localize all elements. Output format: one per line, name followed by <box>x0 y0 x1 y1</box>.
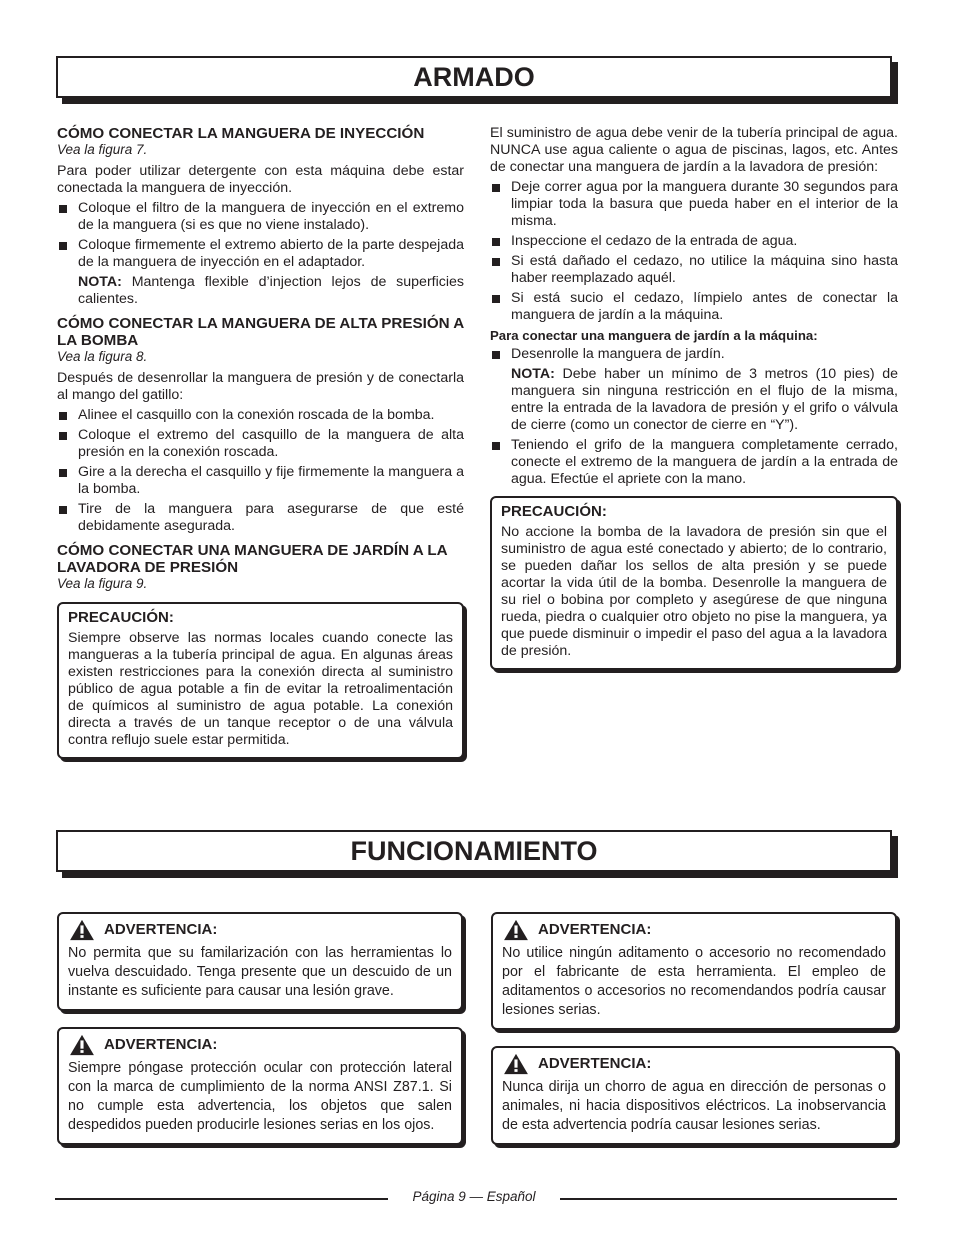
list-item: Teniendo el grifo de la manguera completamente cerrado, conecte el extremo de la manguera de jardín a la entrada de agua. Efectúe el apriete con la mano. <box>490 437 898 488</box>
injection-steps <box>57 200 464 271</box>
warning-text: Siempre póngase protección ocular con protección lateral con la marca de cumplimiento de la norma ANSI Z87.1. Si no cumple esta advertencia, los objetos que salen despedidos pueden producirle lesiones serias en los ojos. <box>68 1060 452 1133</box>
caution-box-left <box>57 602 464 759</box>
warning-triangle-icon <box>68 1034 96 1056</box>
armado-left-column <box>57 125 464 759</box>
warning-triangle-icon <box>502 919 530 941</box>
warning-box-3 <box>491 912 897 1030</box>
note-text: Debe haber un mínimo de 3 metros (10 pies) de manguera sin ninguna restricción en el flujo de la misma, entre la entrada de la lavadora de presión y el grifo o válvula de cierre (como un conector de cierre en “Y”). <box>511 366 898 433</box>
list-item: Coloque firmemente el extremo abierto de la parte despejada de la manguera de inyección en el adaptador. <box>57 237 464 271</box>
note-label: NOTA: <box>78 274 122 290</box>
warning-title: ADVERTENCIA: <box>104 1036 218 1053</box>
list-item: Coloque el extremo del casquillo de la manguera de alta presión en la conexión roscada. <box>57 427 464 461</box>
warning-text: Nunca dirija un chorro de agua en dirección de personas o animales, ni hacia dispositivos eléctricos. La inobservancia de esta advertencia podría causar lesiones serias. <box>502 1079 886 1133</box>
caution-box-right <box>490 496 898 670</box>
list-item: Coloque el filtro de la manguera de inyección en el extremo de la manguera (si es que no viene instalado). <box>57 200 464 234</box>
warning-triangle-icon <box>68 919 96 941</box>
note-label: NOTA: <box>511 366 555 382</box>
high-pressure-steps <box>57 407 464 535</box>
list-item: Si está dañado el cedazo, no utilice la máquina sino hasta haber reemplazado aquél. <box>490 253 898 287</box>
water-supply-intro: El suministro de agua debe venir de la tubería principal de agua. NUNCA use agua caliente o agua de piscinas, lagos, etc. Antes de conectar una manguera de jardín a la lavadora de presión: <box>490 125 898 175</box>
page-number: Página 9 — Español <box>388 1189 560 1204</box>
connect-steps-2 <box>490 437 898 488</box>
high-pressure-intro: Después de desenrollar la manguera de presión y de conectarla al mango del gatillo: <box>57 370 464 403</box>
list-item: Tire de la manguera para asegurarse de que esté debidamente asegurada. <box>57 501 464 535</box>
section-title-armado: ARMADO <box>413 62 535 92</box>
injection-intro: Para poder utilizar detergente con esta máquina debe estar conectada la manguera de inyección. <box>57 163 464 196</box>
garden-hose-heading: CÓMO CONECTAR UNA MANGUERA DE JARDÍN A LA LAVADORA DE PRESIÓN <box>57 542 448 576</box>
section-title-funcionamiento: FUNCIONAMIENTO <box>350 836 598 866</box>
water-supply-steps <box>490 179 898 324</box>
armado-banner <box>56 56 892 98</box>
list-item: Si está sucio el cedazo, límpielo antes de conectar la manguera de jardín a la máquina. <box>490 290 898 324</box>
list-item: Deje correr agua por la manguera durante 30 segundos para limpiar toda la basura que pueda haber en el interior de la misma. <box>490 179 898 230</box>
caution-title: PRECAUCIÓN: <box>68 609 174 626</box>
armado-right-column <box>490 125 898 670</box>
injection-note <box>57 274 464 308</box>
note-text: Mantenga flexible d’injection lejos de superficies calientes. <box>78 274 464 307</box>
footer-rule-right <box>560 1198 897 1200</box>
garden-hose-figure-ref: Vea la figura 9. <box>57 576 148 591</box>
caution-title: PRECAUCIÓN: <box>501 503 607 520</box>
high-pressure-heading: CÓMO CONECTAR LA MANGUERA DE ALTA PRESIÓN A LA BOMBA <box>57 315 464 349</box>
caution-text: No accione la bomba de la lavadora de presión sin que el suministro de agua esté conectado y abierto; de lo contrario, se pueden dañar los sellos de alta presión y se puede acortar la vida útil de la bomba. Desenrolle la manguera de su riel o bobina por completo y asegúrese de que ninguna rueda, piedra o cualquier otro objeto no pise la manguera, ya que puede disminuir o impedir el paso del agua a la lavadora de presión. <box>501 524 887 659</box>
connect-steps <box>490 346 898 363</box>
warning-box-4 <box>491 1046 897 1145</box>
injection-figure-ref: Vea la figura 7. <box>57 142 148 157</box>
caution-text: Siempre observe las normas locales cuando conecte las mangueras a la tubería principal de agua. En algunas áreas existen restricciones para la conexión directa al suministro público de agua potable a fin de evitar la retroalimentación de químicos al suministro de agua potable. La conexión directa a través de un tanque receptor o de una válvula contra reflujo suele estar permitida. <box>68 630 453 748</box>
warning-title: ADVERTENCIA: <box>538 921 652 938</box>
list-item: Inspeccione el cedazo de la entrada de agua. <box>490 233 898 250</box>
list-item: Gire a la derecha el casquillo y fije firmemente la manguera a la bomba. <box>57 464 464 498</box>
footer-rule-left <box>55 1198 388 1200</box>
warning-text: No utilice ningún aditamento o accesorio no recomendado por el fabricante de esta herramienta. El empleo de aditamentos o accesorios no recomendandos podría causar lesiones serias. <box>502 945 886 1018</box>
high-pressure-figure-ref: Vea la figura 8. <box>57 349 148 364</box>
warning-box-2 <box>57 1027 463 1145</box>
warning-title: ADVERTENCIA: <box>104 921 218 938</box>
list-item: Alinee el casquillo con la conexión roscada de la bomba. <box>57 407 464 424</box>
garden-hose-note <box>490 366 898 434</box>
list-item: Desenrolle la manguera de jardín. <box>490 346 898 363</box>
funcionamiento-banner <box>56 830 892 872</box>
warning-title: ADVERTENCIA: <box>538 1055 652 1072</box>
warning-text: No permita que su familarización con las herramientas lo vuelva descuidado. Tenga presente que un descuido de un instante es suficiente para causar una lesión grave. <box>68 945 452 999</box>
warning-box-1 <box>57 912 463 1011</box>
injection-heading: CÓMO CONECTAR LA MANGUERA DE INYECCIÓN <box>57 125 425 142</box>
warning-triangle-icon <box>502 1053 530 1075</box>
connect-garden-hose-heading: Para conectar una manguera de jardín a la máquina: <box>490 328 818 343</box>
